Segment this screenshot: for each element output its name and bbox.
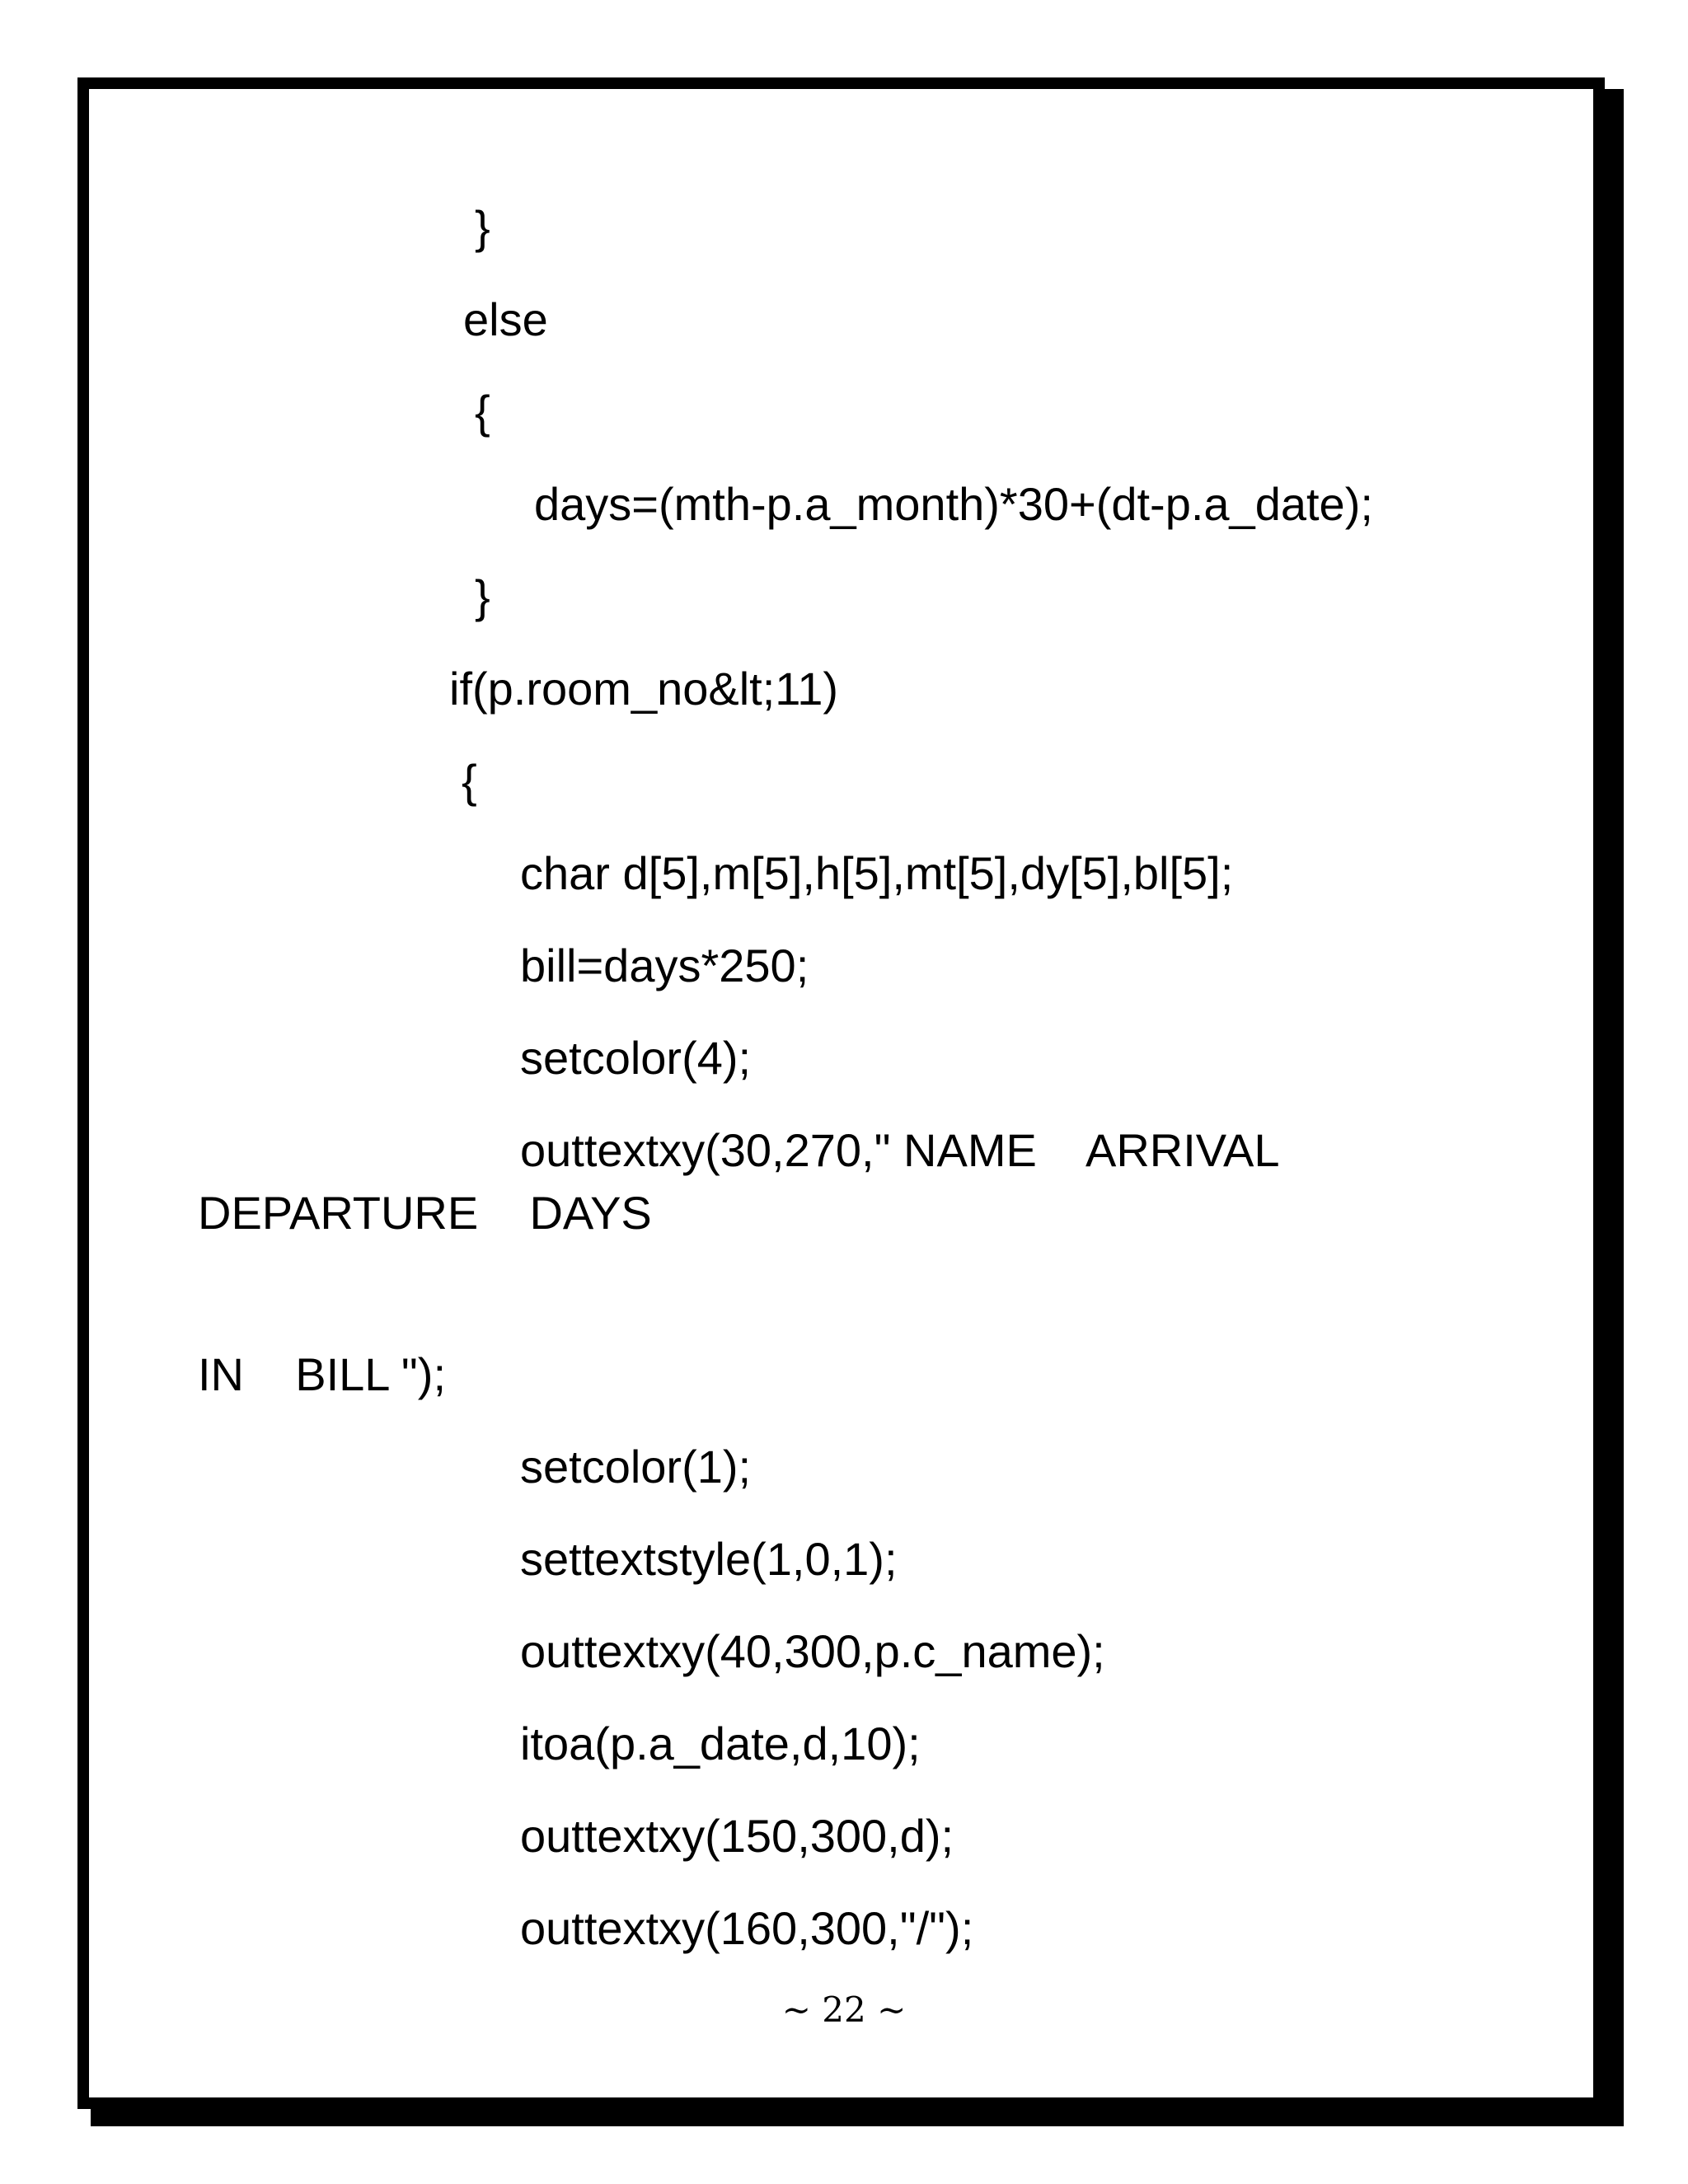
- code-line: outtextxy(30,270," NAME ARRIVAL: [520, 1124, 1280, 1176]
- code-line: itoa(p.a_date,d,10);: [520, 1718, 921, 1769]
- code-line: IN BILL ");: [198, 1348, 446, 1400]
- code-line: outtextxy(150,300,d);: [520, 1810, 954, 1862]
- code-line: }: [475, 201, 490, 253]
- code-line: days=(mth-p.a_month)*30+(dt-p.a_date);: [534, 478, 1373, 530]
- code-line: outtextxy(40,300,p.c_name);: [520, 1625, 1105, 1677]
- code-line: bill=days*250;: [520, 940, 809, 991]
- code-line: {: [475, 386, 490, 438]
- code-line: else: [463, 293, 548, 345]
- page-border: [77, 77, 1605, 2109]
- code-line: setcolor(1);: [520, 1441, 752, 1493]
- code-line: if(p.room_no&lt;11): [449, 663, 839, 715]
- code-line: settextstyle(1,0,1);: [520, 1533, 898, 1585]
- code-line: outtextxy(160,300,"/");: [520, 1902, 974, 1954]
- code-line: setcolor(4);: [520, 1032, 752, 1084]
- code-line: DEPARTURE DAYS: [198, 1187, 652, 1239]
- code-line: }: [475, 570, 490, 622]
- page-number: ~ 22 ~: [781, 1990, 907, 2030]
- code-line: {: [462, 755, 477, 807]
- code-line: char d[5],m[5],h[5],mt[5],dy[5],bl[5];: [520, 847, 1234, 899]
